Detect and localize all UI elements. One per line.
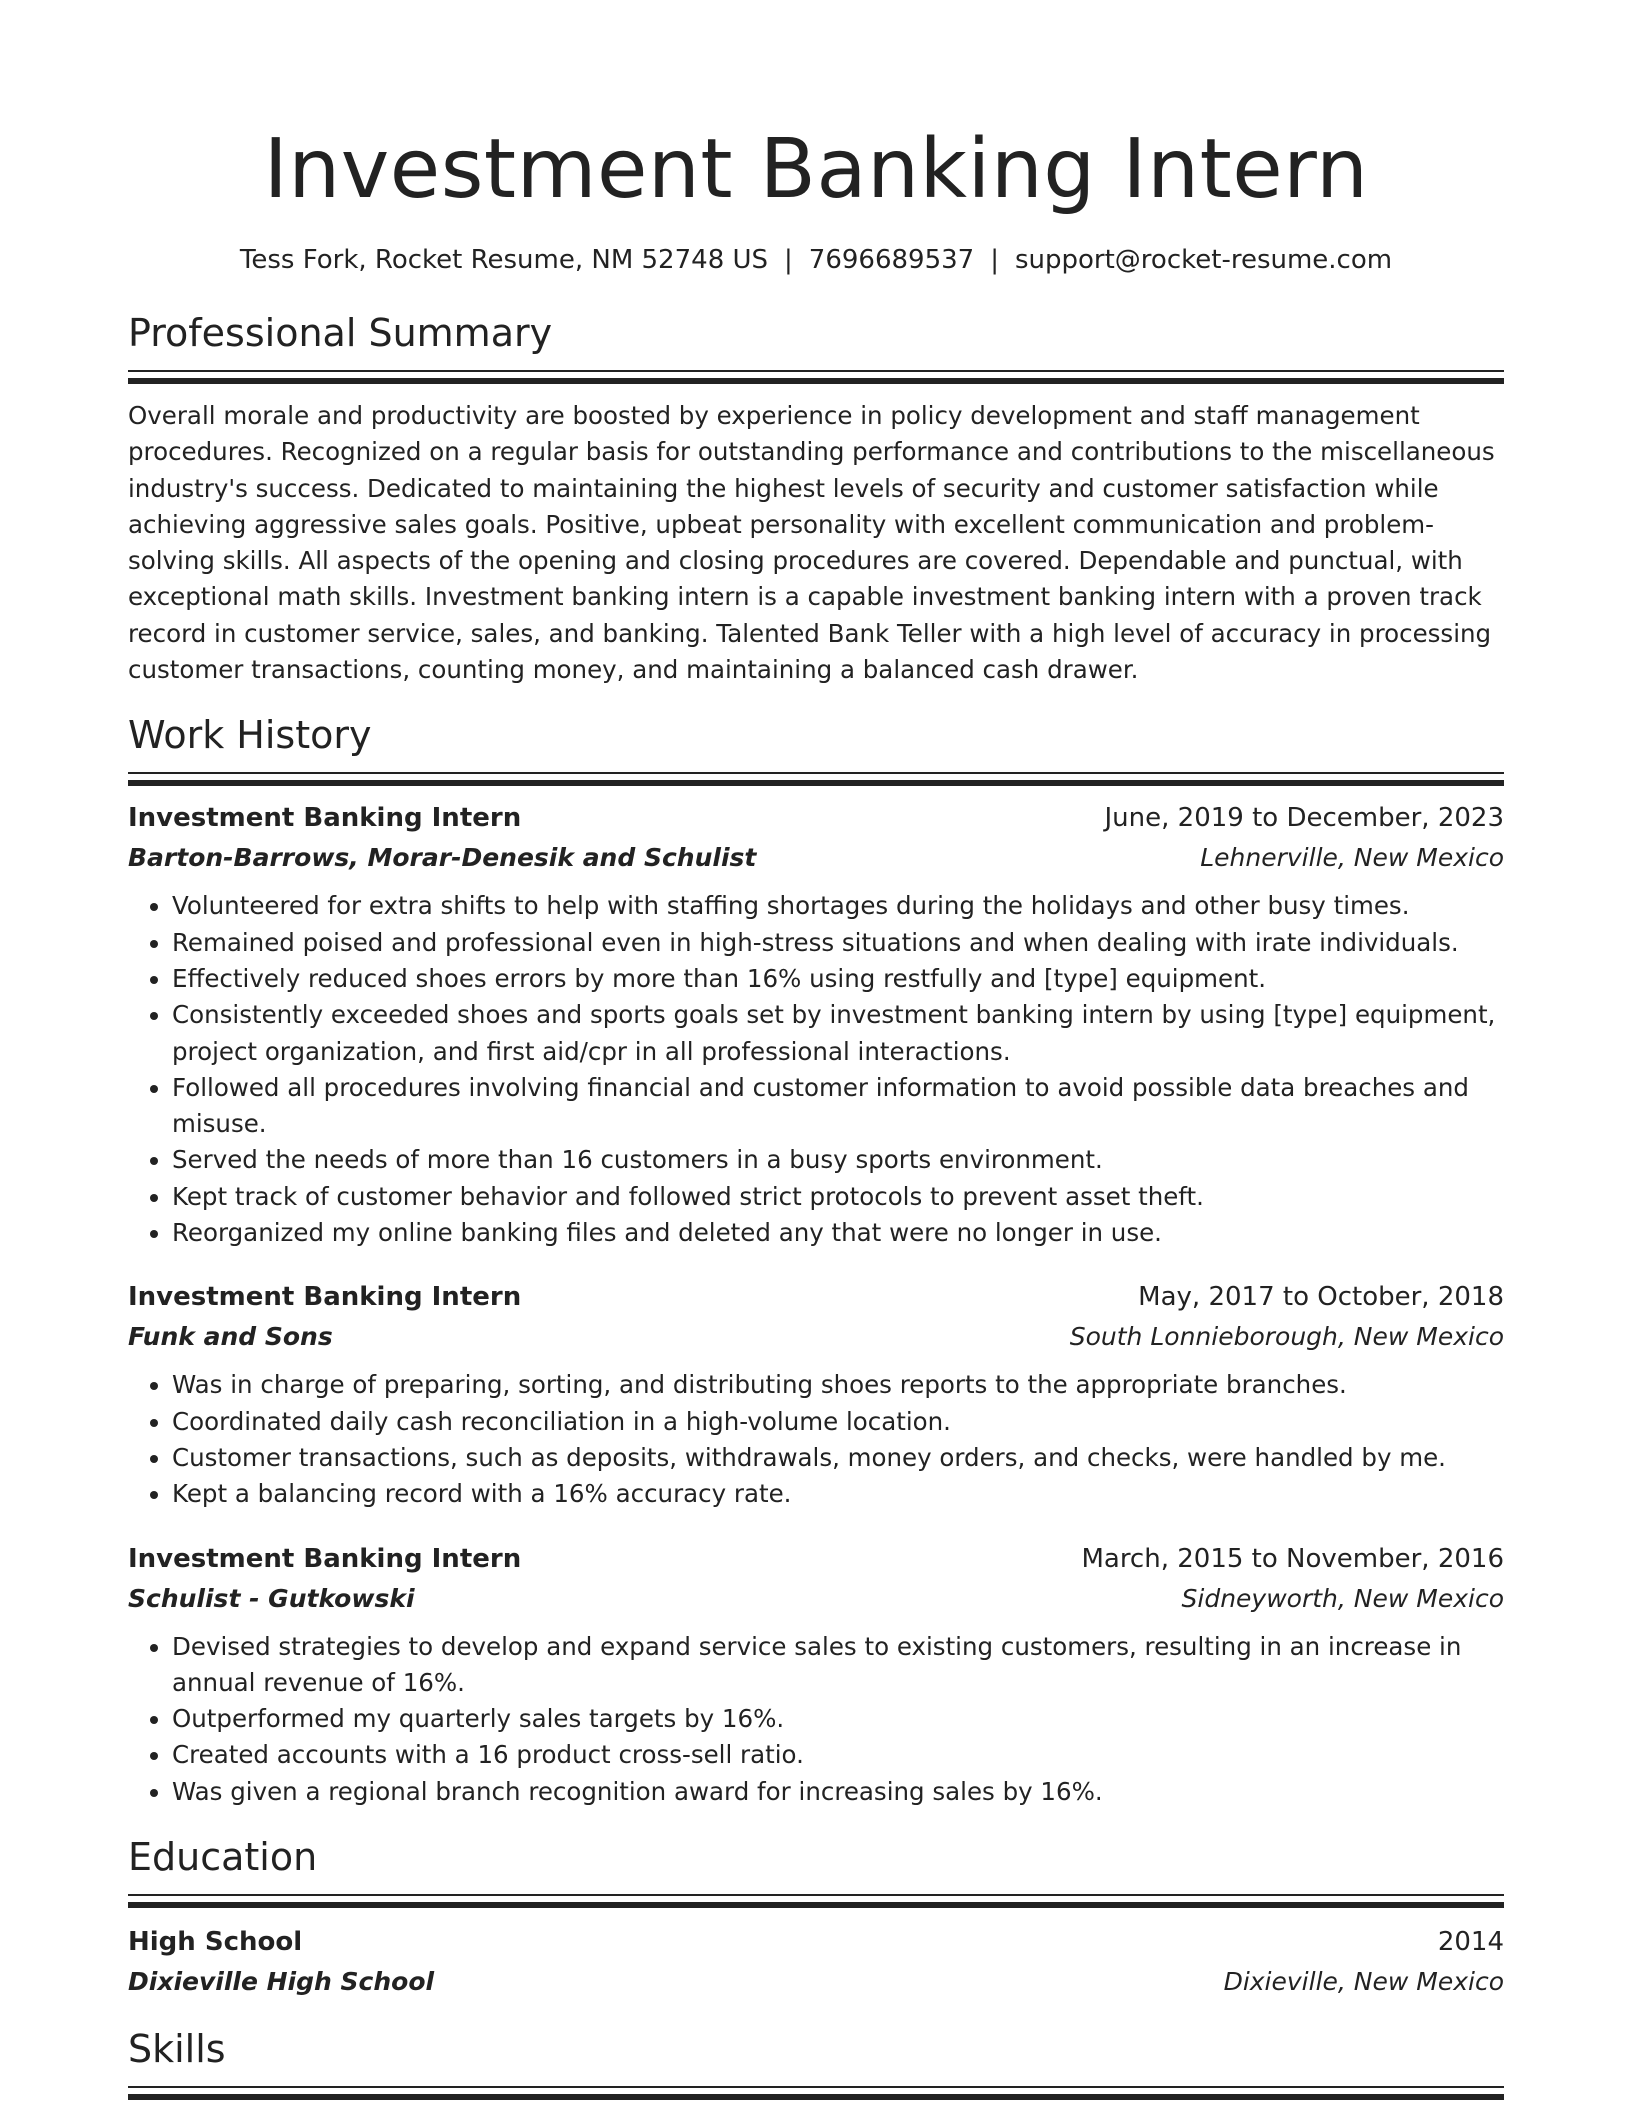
- job-bullet: • Outperformed my quarterly sales targets by 16%.: [172, 1701, 1504, 1737]
- job-dates: June, 2019 to December, 2023: [1104, 803, 1504, 834]
- work-history-section: [128, 710, 1504, 1810]
- section-heading-skills: Skills: [128, 2027, 226, 2072]
- job-title: Investment Banking Intern: [128, 803, 522, 834]
- job-dates: May, 2017 to October, 2018: [1138, 1282, 1504, 1313]
- education-year: 2014: [1437, 1927, 1504, 1958]
- job-bullet: • Volunteered for extra shifts to help with staffing shortages during the holidays and other busy times.: [172, 888, 1504, 924]
- job-bullet: • Kept track of customer behavior and followed strict protocols to prevent asset theft.: [172, 1179, 1504, 1215]
- job-bullet: • Reorganized my online banking files and deleted any that were no longer in use.: [172, 1215, 1504, 1251]
- job-bullet: • Followed all procedures involving financial and customer information to avoid possible data breaches and misuse.: [172, 1070, 1504, 1143]
- job-location: South Lonnieborough, New Mexico: [1069, 1322, 1504, 1352]
- education-degree: High School: [128, 1927, 303, 1958]
- contact-separator: |: [990, 245, 999, 275]
- resume-title: Investment Banking Intern: [263, 122, 1369, 217]
- contact-email: support@rocket-resume.com: [1014, 245, 1393, 275]
- job-bullets: [128, 1367, 1504, 1512]
- job-location: Lehnerville, New Mexico: [1200, 843, 1504, 873]
- job-bullet: • Consistently exceeded shoes and sports goals set by investment banking intern by using [type] equipment, project organization, and first aid/cpr in all professional interactions.: [172, 997, 1504, 1070]
- job-company: Funk and Sons: [128, 1322, 333, 1352]
- job-title: Investment Banking Intern: [128, 1282, 522, 1313]
- contact-address: Tess Fork, Rocket Resume, NM 52748 US: [239, 245, 769, 275]
- job-header: [128, 1539, 1504, 1579]
- job-bullet: • Was in charge of preparing, sorting, and distributing shoes reports to the appropriate branches.: [172, 1367, 1504, 1403]
- skills-section: [128, 2024, 1504, 2100]
- section-heading-education: Education: [128, 1835, 318, 1880]
- job-subheader: [128, 1317, 1504, 1357]
- job-bullet: • Created accounts with a 16 product cross-sell ratio.: [172, 1737, 1504, 1773]
- job-company: Barton-Barrows, Morar-Denesik and Schulist: [128, 843, 757, 873]
- section-heading-summary: Professional Summary: [128, 311, 553, 355]
- job-bullet: • Devised strategies to develop and expand service sales to existing customers, resulting in an increase in annual revenue of 16%.: [172, 1629, 1504, 1702]
- job-subheader: [128, 1579, 1504, 1619]
- job-entry: [128, 1539, 1504, 1810]
- section-rule: [128, 1894, 1504, 1908]
- summary-text: Overall morale and productivity are boosted by experience in policy development and staff management procedures. Recognized on a regular basis for outstanding performance and contributions to the miscellaneous industry's success. Dedicated to maintaining the highest levels of security and customer satisfaction while achieving aggressive sales goals. Positive, upbeat personality with excellent communication and problem-solving skills. All aspects of the opening and closing procedures are covered. Dependable and punctual, with exceptional math skills. Investment banking intern is a capable investment banking intern with a proven track record in customer service, sales, and banking. Talented Bank Teller with a high level of accuracy in processing customer transactions, counting money, and maintaining a balanced cash drawer.: [128, 401, 1495, 685]
- section-rule: [128, 2086, 1504, 2100]
- education-location: Dixieville, New Mexico: [1223, 1967, 1504, 1997]
- section-heading-work: Work History: [128, 713, 372, 758]
- job-company: Schulist - Gutkowski: [128, 1583, 415, 1613]
- education-school: Dixieville High School: [128, 1967, 435, 1997]
- job-bullet: • Coordinated daily cash reconciliation in a high-volume location.: [172, 1404, 1504, 1440]
- contact-separator: |: [784, 245, 793, 275]
- job-title: Investment Banking Intern: [128, 1543, 522, 1574]
- education-section: [128, 1832, 1504, 2002]
- job-dates: March, 2015 to November, 2016: [1081, 1543, 1504, 1574]
- job-header: [128, 798, 1504, 838]
- job-bullet: • Was given a regional branch recognition award for increasing sales by 16%.: [172, 1774, 1504, 1810]
- contact-line: [128, 242, 1504, 278]
- job-bullet: • Effectively reduced shoes errors by more than 16% using restfully and [type] equipment.: [172, 961, 1504, 997]
- education-subheader: [128, 1962, 1504, 2002]
- education-entry: [128, 1922, 1504, 2002]
- contact-phone: 7696689537: [808, 245, 975, 275]
- job-subheader: [128, 838, 1504, 878]
- summary-section: [128, 308, 1504, 688]
- job-entry: [128, 798, 1504, 1251]
- job-bullet: • Served the needs of more than 16 customers in a busy sports environment.: [172, 1142, 1504, 1178]
- job-bullet: • Remained poised and professional even in high-stress situations and when dealing with irate individuals.: [172, 925, 1504, 961]
- section-rule: [128, 772, 1504, 786]
- job-bullets: [128, 1629, 1504, 1810]
- job-bullet: • Kept a balancing record with a 16% accuracy rate.: [172, 1476, 1504, 1512]
- education-header: [128, 1922, 1504, 1962]
- job-bullets: [128, 888, 1504, 1251]
- job-bullet: • Customer transactions, such as deposits, withdrawals, money orders, and checks, were handled by me.: [172, 1440, 1504, 1476]
- job-entry: [128, 1277, 1504, 1512]
- job-header: [128, 1277, 1504, 1317]
- section-rule: [128, 370, 1504, 384]
- job-location: Sidneyworth, New Mexico: [1181, 1583, 1504, 1613]
